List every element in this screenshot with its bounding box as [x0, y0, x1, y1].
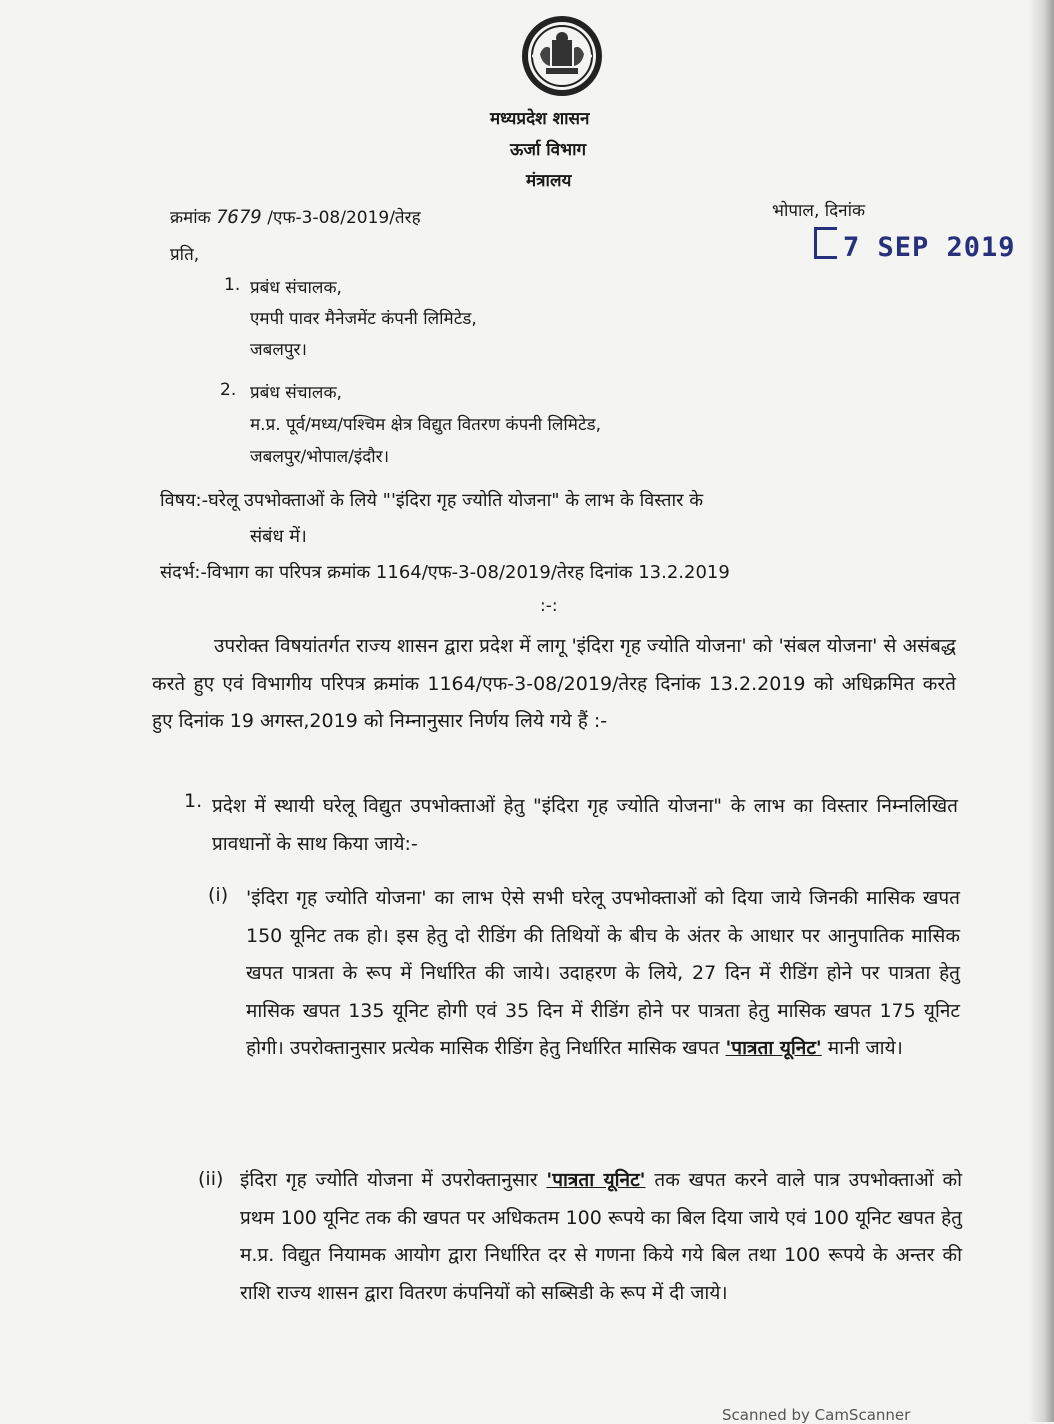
addressee-2-line1: प्रबंध संचालक, [250, 383, 342, 403]
ref-number: 7679 [216, 206, 262, 228]
addressee-2-line3: जबलपुर/भोपाल/इंदौर। [250, 447, 390, 467]
header-line-1: मध्यप्रदेश शासन [490, 109, 590, 129]
sub-ii-number: (ii) [198, 1168, 224, 1190]
ref-line [170, 205, 421, 228]
sub-i-text-before: 'इंदिरा गृह ज्योति योजना' का लाभ ऐसे सभी घरेलू उपभोक्ताओं को दिया जाये जिनकी मासिक खपत 150 यूनिट तक हो। इस हेतु दो रीडिंग की तिथियों के बीच के अंतर के आधार पर आनुपातिक मासिक खपत पात्रता के रूप में निर्धारित की जाये। उदाहरण के लिये, 27 दिन में रीडिंग होने पर पात्रता हेतु मासिक खपत 135 यूनिट होगी एवं 35 दिन में रीडिंग होने पर पात्रता हेतु मासिक खपत 175 यूनिट होगी। उपरोक्तानुसार प्रत्येक मासिक रीडिंग हेतु निर्धारित मासिक खपत [246, 887, 960, 1059]
place-date-label: भोपाल, दिनांक [772, 201, 866, 221]
stamp-mark-icon [814, 227, 837, 259]
subject-line-2: संबंध में। [250, 526, 307, 547]
addressee-1-line2: एमपी पावर मैनेजमेंट कंपनी लिमिटेड, [250, 309, 477, 329]
page-edge-shadow [1028, 0, 1054, 1422]
separator: :-: [540, 596, 558, 616]
header-line-2: ऊर्जा विभाग [510, 140, 587, 160]
addressee-2-num: 2. [220, 380, 237, 400]
addressee-2-line2: म.प्र. पूर्व/मध्य/पश्चिम क्षेत्र विद्युत वितरण कंपनी लिमिटेड, [250, 415, 602, 435]
sub-ii-text-before: इंदिरा गृह ज्योति योजना में उपरोक्तानुसार [240, 1169, 538, 1191]
mp-government-emblem-icon [520, 14, 604, 98]
addressee-1-line1: प्रबंध संचालक, [250, 278, 342, 298]
addressee-1-line3: जबलपुर। [250, 340, 307, 360]
ref-suffix: /एफ-3-08/2019/तेरह [267, 208, 421, 228]
sub-i-number: (i) [208, 884, 229, 906]
to-label: प्रति, [170, 245, 200, 265]
sub-i-text-after: मानी जाये। [827, 1037, 903, 1059]
header-line-3: मंत्रालय [526, 171, 572, 191]
sub-ii-text [240, 1162, 962, 1312]
sub-ii-underlined: 'पात्रता यूनिट' [546, 1169, 646, 1191]
subject-line-1: विषय:-घरेलू उपभोक्ताओं के लिये "'इंदिरा गृह ज्योति योजना" के लाभ के विस्तार के [160, 490, 704, 511]
date-stamp [814, 227, 1016, 263]
point-1-number: 1. [184, 790, 203, 812]
sub-i-underlined: 'पात्रता यूनिट' [725, 1037, 822, 1059]
addressee-1-num: 1. [224, 275, 241, 295]
sub-i-text [246, 880, 960, 1068]
intro-paragraph: उपरोक्त विषयांतर्गत राज्य शासन द्वारा प्रदेश में लागू 'इंदिरा गृह ज्योति योजना' को 'संबल योजना' से असंबद्ध करते हुए एवं विभागीय परिपत्र क्रमांक 1164/एफ-3-08/2019/तेरह दिनांक 13.2.2019 को अधिक्रमित करते हुए दिनांक 19 अगस्त,2019 को निम्नानुसार निर्णय लिये गये हैं :- [152, 635, 956, 732]
point-1-text: प्रदेश में स्थायी घरेलू विद्युत उपभोक्ताओं हेतु "इंदिरा गृह ज्योति योजना" के लाभ का विस्तार निम्नलिखित प्रावधानों के साथ किया जाये:- [212, 795, 958, 855]
sub-ii-text-after: तक खपत करने वाले पात्र उपभोक्ताओं को प्रथम 100 यूनिट तक की खपत पर अधिकतम 100 रूपये का बिल दिया जाये एवं 100 यूनिट खपत हेतु म.प्र. विद्युत नियामक आयोग द्वारा निर्धारित दर से गणना किये गये बिल तथा 100 रूपये के अन्तर की राशि राज्य शासन द्वारा वितरण कंपनियों को सब्सिडी के रूप में दी जाये। [240, 1169, 962, 1304]
ref-prefix: क्रमांक [170, 208, 211, 228]
stamp-date-text: 7 SEP 2019 [843, 232, 1016, 263]
reference-line: संदर्भ:-विभाग का परिपत्र क्रमांक 1164/एफ-3-08/2019/तेरह दिनांक 13.2.2019 [160, 562, 730, 583]
scanner-footer: Scanned by CamScanner [722, 1406, 911, 1424]
